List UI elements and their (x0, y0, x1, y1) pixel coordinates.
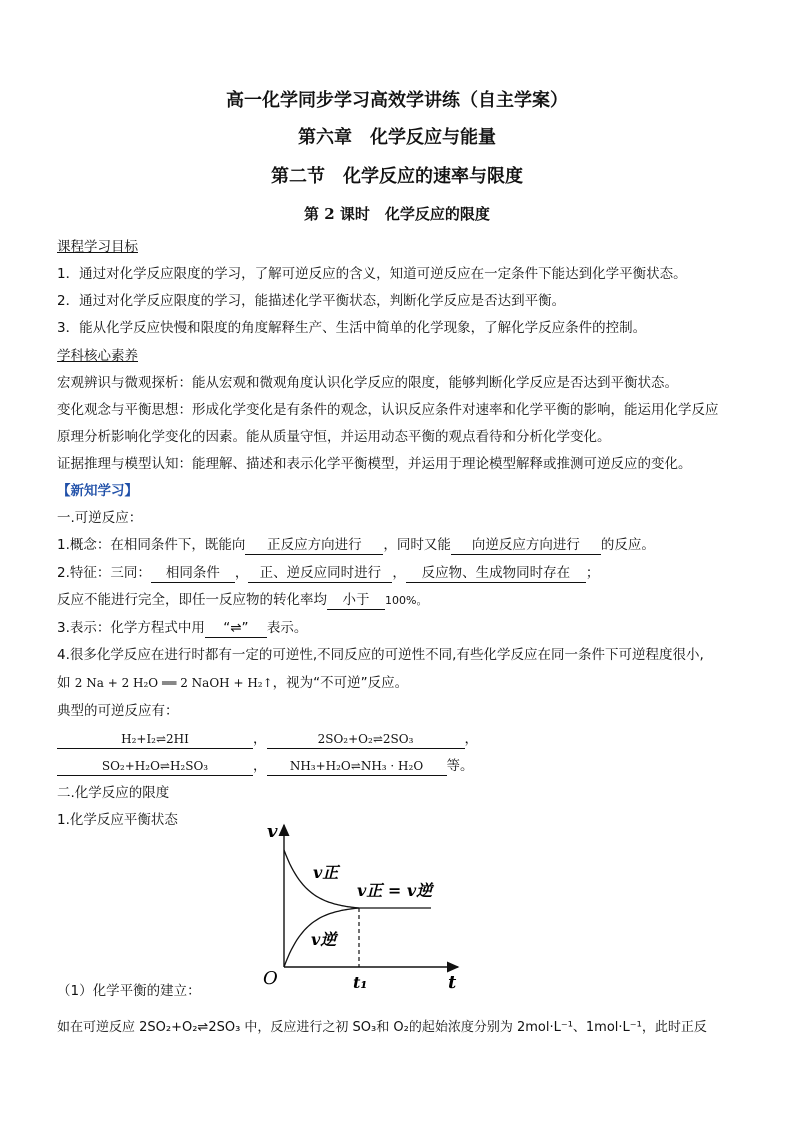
point4-line-1: 4.很多化学反应在进行时都有一定的可逆性,不同反应的可逆性不同,有些化学反应在同一条件下可逆程度很小, (57, 647, 704, 663)
concept-prefix: 1.概念：在相同条件下，既能向 (57, 537, 246, 553)
comma-2: ， (464, 731, 478, 747)
series-label-forward: v正 (313, 863, 339, 882)
x-axis-label: t (448, 972, 457, 993)
features-blank-3: 反应物、生成物同时存在 (406, 565, 586, 583)
goal-item-1: 1．通过对化学反应限度的学习，了解可逆反应的含义，知道可逆反应在一定条件下能达到化学平衡状态。 (57, 266, 687, 282)
features-blank-2: 正、逆反应同时进行 (248, 565, 392, 583)
deng: 等。 (446, 758, 474, 774)
features-line (57, 564, 599, 583)
series-label-reverse: v逆 (311, 930, 337, 949)
features-sep-1: ， (234, 565, 249, 581)
comma-3: ， (253, 758, 267, 774)
chapter-title: 第六章 化学反应与能量 (298, 127, 496, 148)
reaction-hi: H₂+I₂⇌2HI (57, 731, 253, 749)
sec1-title: 一.可逆反应： (57, 510, 143, 526)
incomplete-line (57, 591, 427, 610)
point4-line-2 (57, 674, 408, 692)
features-blank-1: 相同条件 (151, 565, 235, 583)
equilibrium-annotation: v正 = v逆 (357, 881, 433, 900)
incomplete-blank: 小于 (327, 592, 385, 610)
origin-label: O (263, 968, 278, 989)
features-prefix: 2.特征：三同： (57, 565, 151, 581)
reaction-nh3: NH₃+H₂O⇌NH₃ · H₂O (267, 758, 447, 776)
lesson-title: 第 2 课时 化学反应的限度 (304, 205, 490, 223)
t1-tick-label: t₁ (353, 973, 368, 992)
features-suffix: ； (585, 565, 600, 581)
equilibrium-chart (255, 815, 470, 995)
concept-suffix: 的反应。 (600, 537, 655, 553)
new-study-heading: 【新知学习】 (57, 483, 138, 499)
point4-suffix: ，视为“不可逆”反应。 (272, 675, 409, 691)
features-sep-2: ， (392, 565, 406, 581)
notation-line (57, 619, 307, 638)
comma-1: ， (253, 731, 267, 747)
notation-blank: “⇌” (205, 620, 267, 638)
sodium-equation: 2 Na + 2 H₂O ══ 2 NaOH + H₂↑ (74, 676, 273, 690)
section-title: 第二节 化学反应的速率与限度 (271, 166, 523, 187)
goal-item-2: 2．通过对化学反应限度的学习，能描述化学平衡状态，判断化学反应是否达到平衡。 (57, 293, 566, 309)
y-axis-label: v (267, 821, 278, 842)
notation-prefix: 3.表示：化学方程式中用 (57, 620, 205, 636)
typical-label: 典型的可逆反应有： (57, 703, 179, 719)
series-title: 高一化学同步学习高效学讲练（自主学案） (226, 90, 568, 111)
sub1-1-title: （1）化学平衡的建立： (57, 983, 201, 999)
incomplete-prefix: 反应不能进行完全，即任一反应物的转化率均 (57, 592, 327, 608)
reactions-line-1 (57, 730, 478, 749)
point4-prefix: 如 (57, 675, 75, 691)
literacy-line-3: 原理分析影响化学变化的因素。能从质量守恒，并运用动态平衡的观点看待和分析化学变化。 (57, 429, 611, 445)
literacy-line-4: 证据推理与模型认知：能理解、描述和表示化学平衡模型，并运用于理论模型解释或推测可逆反应的变化。 (57, 456, 692, 472)
goal-item-3: 3．能从化学反应快慢和限度的角度解释生产、生活中简单的化学现象，了解化学反应条件的控制。 (57, 320, 647, 336)
goals-heading: 课程学习目标 (57, 239, 138, 255)
reactions-line-2 (57, 757, 474, 776)
concept-line (57, 536, 655, 555)
concept-mid: ，同时又能 (383, 537, 451, 553)
last-line: 如在可逆反应 2SO₂+O₂⇌2SO₃ 中，反应进行之初 SO₃和 O₂的起始浓度分别为 2mol·L⁻¹、1mol·L⁻¹，此时正反 (57, 1020, 707, 1035)
concept-blank-1: 正反应方向进行 (245, 537, 383, 555)
sec2-title: 二.化学反应的限度 (57, 785, 170, 801)
notation-suffix: 表示。 (266, 620, 308, 636)
literacy-line-2: 变化观念与平衡思想：形成化学变化是有条件的观念，认识反应条件对速率和化学平衡的影响，能运用化学反应 (57, 402, 719, 418)
literacy-line-1: 宏观辨识与微观探析：能从宏观和微观角度认识化学反应的限度，能够判断化学反应是否达到平衡状态。 (57, 375, 678, 391)
sub1-title: 1.化学反应平衡状态 (57, 812, 178, 828)
incomplete-suffix: 100%。 (385, 594, 428, 607)
reaction-so3: 2SO₂+O₂⇌2SO₃ (267, 731, 465, 749)
concept-blank-2: 向逆反应方向进行 (451, 537, 601, 555)
literacy-heading: 学科核心素养 (57, 348, 138, 364)
reaction-h2so3: SO₂+H₂O⇌H₂SO₃ (57, 758, 253, 776)
